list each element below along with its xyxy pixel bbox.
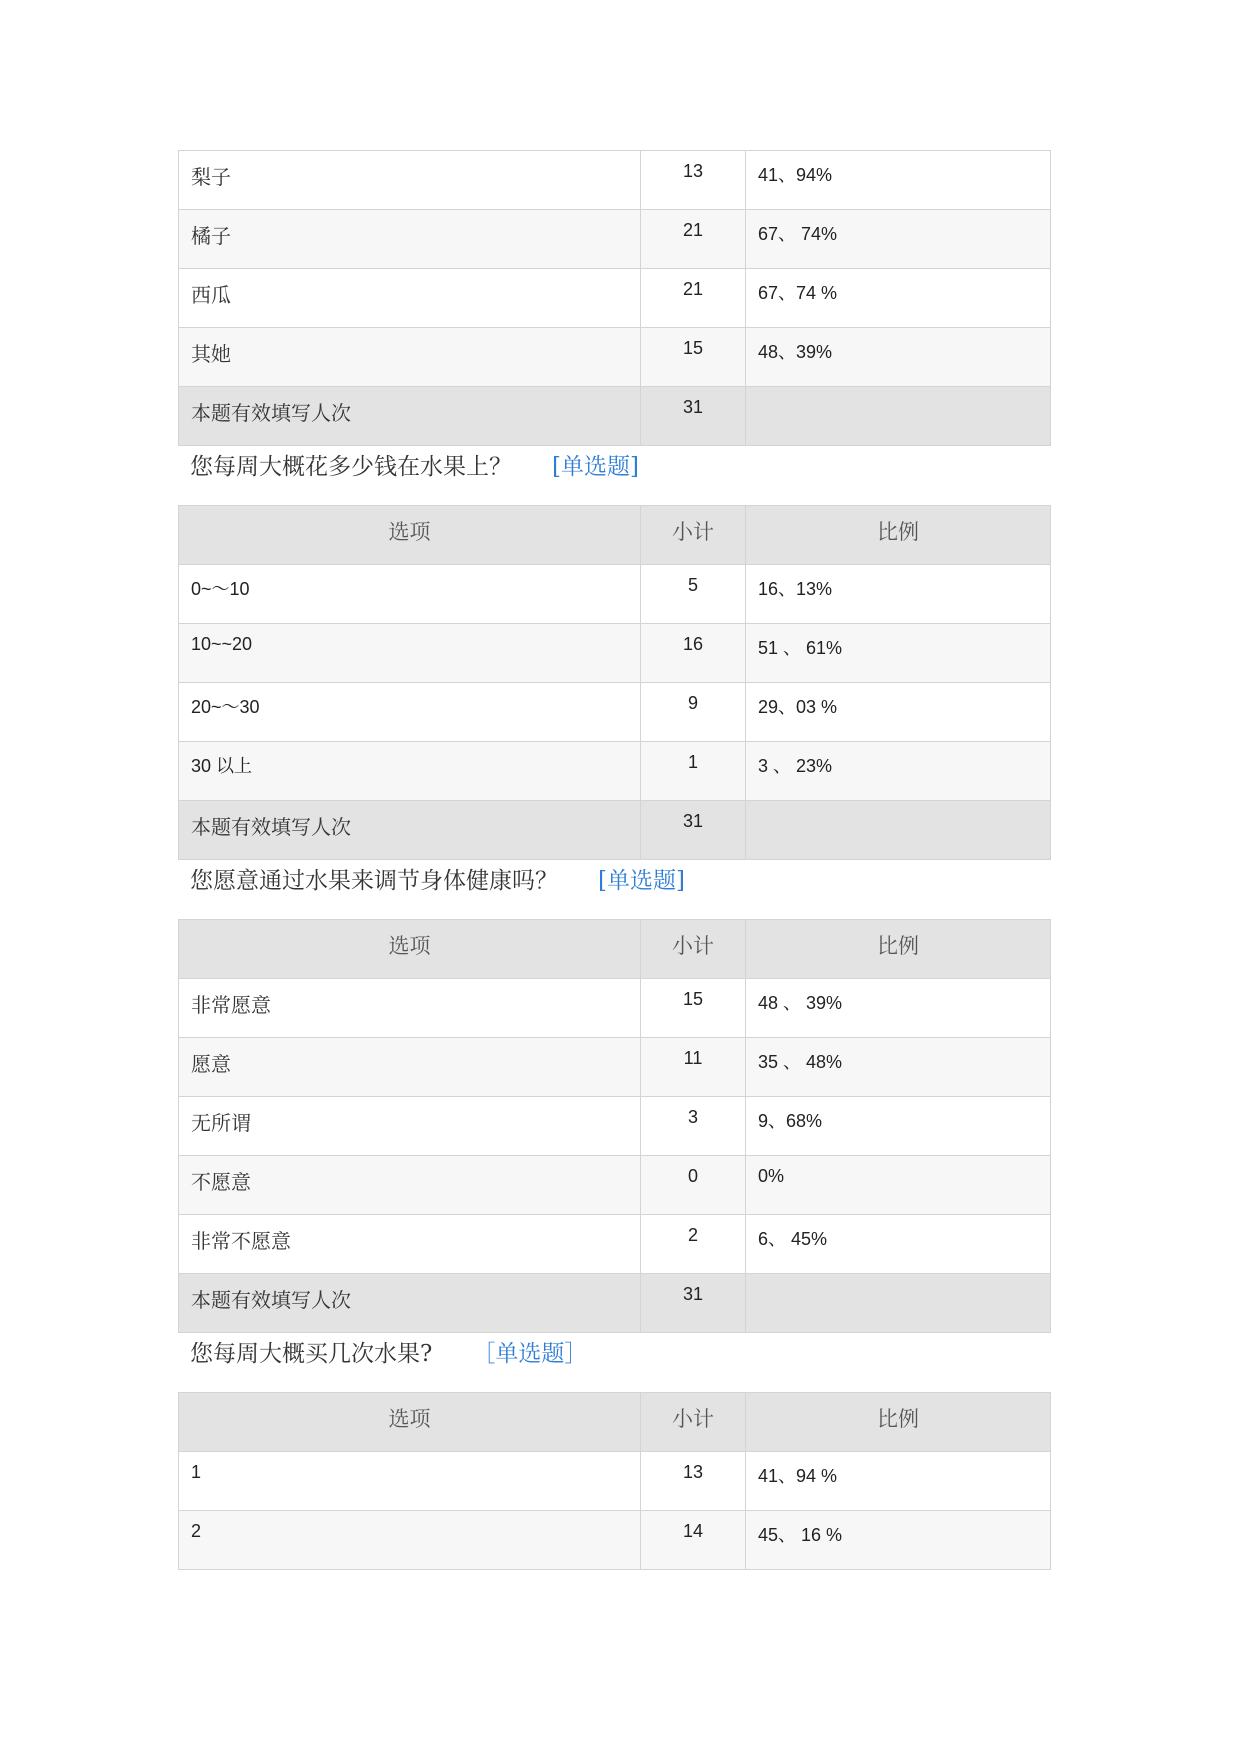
question-type-tag: ［单选题］ xyxy=(472,1341,588,1367)
count-cell: 14 xyxy=(641,1511,746,1570)
total-count: 31 xyxy=(641,1274,746,1333)
ratio-cell: 67、74 % xyxy=(746,269,1051,328)
ratio-cell: 51 、 61% xyxy=(746,624,1051,683)
option-cell: 西瓜 xyxy=(179,269,641,328)
table-row xyxy=(179,1511,1051,1570)
table-row xyxy=(179,269,1051,328)
option-cell: 橘子 xyxy=(179,210,641,269)
option-cell: 10~~20 xyxy=(179,624,641,683)
question-text: 您每周大概花多少钱在水果上？ xyxy=(190,454,512,480)
count-cell: 15 xyxy=(641,979,746,1038)
count-cell: 5 xyxy=(641,565,746,624)
health-willingness-table xyxy=(178,919,1051,1333)
header-ratio: 比例 xyxy=(746,506,1051,565)
table-row xyxy=(179,1452,1051,1511)
header-ratio: 比例 xyxy=(746,1393,1051,1452)
fruit-preference-table xyxy=(178,150,1051,446)
option-cell: 其她 xyxy=(179,328,641,387)
ratio-cell: 35 、 48% xyxy=(746,1038,1051,1097)
total-row xyxy=(179,801,1051,860)
ratio-cell: 0% xyxy=(746,1156,1051,1215)
table-row xyxy=(179,979,1051,1038)
table-row xyxy=(179,210,1051,269)
option-cell: 1 xyxy=(179,1452,641,1511)
ratio-cell: 16、13% xyxy=(746,565,1051,624)
option-cell: 20~～30 xyxy=(179,683,641,742)
total-label: 本题有效填写人次 xyxy=(179,801,641,860)
table-row xyxy=(179,1156,1051,1215)
table-header-row xyxy=(179,920,1051,979)
header-count: 小计 xyxy=(641,506,746,565)
ratio-cell: 29、03 % xyxy=(746,683,1051,742)
count-cell: 1 xyxy=(641,742,746,801)
ratio-cell: 41、94 % xyxy=(746,1452,1051,1511)
count-cell: 16 xyxy=(641,624,746,683)
survey-results xyxy=(178,150,1050,1570)
count-cell: 21 xyxy=(641,269,746,328)
table-row xyxy=(179,151,1051,210)
weekly-spend-table xyxy=(178,505,1051,860)
total-label: 本题有效填写人次 xyxy=(179,387,641,446)
ratio-cell: 41、94% xyxy=(746,151,1051,210)
count-cell: 2 xyxy=(641,1215,746,1274)
question-title xyxy=(178,860,1050,919)
total-label: 本题有效填写人次 xyxy=(179,1274,641,1333)
option-cell: 愿意 xyxy=(179,1038,641,1097)
count-cell: 13 xyxy=(641,151,746,210)
ratio-cell: 67、 74% xyxy=(746,210,1051,269)
option-cell: 2 xyxy=(179,1511,641,1570)
count-cell: 3 xyxy=(641,1097,746,1156)
question-type-tag: [单选题] xyxy=(598,868,685,894)
option-cell: 无所谓 xyxy=(179,1097,641,1156)
empty-cell xyxy=(746,801,1051,860)
option-cell: 30 以上 xyxy=(179,742,641,801)
table-row xyxy=(179,328,1051,387)
empty-cell xyxy=(746,387,1051,446)
header-option: 选项 xyxy=(179,506,641,565)
question-title xyxy=(178,1333,1050,1392)
question-type-tag: [单选题] xyxy=(552,454,639,480)
count-cell: 9 xyxy=(641,683,746,742)
total-count: 31 xyxy=(641,801,746,860)
table-header-row xyxy=(179,1393,1051,1452)
table-row xyxy=(179,742,1051,801)
total-row xyxy=(179,1274,1051,1333)
count-cell: 15 xyxy=(641,328,746,387)
header-option: 选项 xyxy=(179,1393,641,1452)
ratio-cell: 48、39% xyxy=(746,328,1051,387)
total-row xyxy=(179,387,1051,446)
option-cell: 梨子 xyxy=(179,151,641,210)
header-option: 选项 xyxy=(179,920,641,979)
option-cell: 非常愿意 xyxy=(179,979,641,1038)
ratio-cell: 45、 16 % xyxy=(746,1511,1051,1570)
table-row xyxy=(179,624,1051,683)
table-row xyxy=(179,683,1051,742)
question-text: 您每周大概买几次水果? xyxy=(190,1341,433,1367)
ratio-cell: 3 、 23% xyxy=(746,742,1051,801)
count-cell: 21 xyxy=(641,210,746,269)
table-header-row xyxy=(179,506,1051,565)
question-title xyxy=(178,446,1050,505)
count-cell: 11 xyxy=(641,1038,746,1097)
purchase-frequency-table xyxy=(178,1392,1051,1570)
ratio-cell: 6、 45% xyxy=(746,1215,1051,1274)
total-count: 31 xyxy=(641,387,746,446)
option-cell: 0~～10 xyxy=(179,565,641,624)
count-cell: 0 xyxy=(641,1156,746,1215)
header-count: 小计 xyxy=(641,920,746,979)
count-cell: 13 xyxy=(641,1452,746,1511)
option-cell: 不愿意 xyxy=(179,1156,641,1215)
empty-cell xyxy=(746,1274,1051,1333)
table-row xyxy=(179,1215,1051,1274)
ratio-cell: 48 、 39% xyxy=(746,979,1051,1038)
table-row xyxy=(179,565,1051,624)
header-count: 小计 xyxy=(641,1393,746,1452)
table-row xyxy=(179,1038,1051,1097)
option-cell: 非常不愿意 xyxy=(179,1215,641,1274)
ratio-cell: 9、68% xyxy=(746,1097,1051,1156)
question-text: 您愿意通过水果来调节身体健康吗？ xyxy=(190,868,558,894)
header-ratio: 比例 xyxy=(746,920,1051,979)
table-row xyxy=(179,1097,1051,1156)
